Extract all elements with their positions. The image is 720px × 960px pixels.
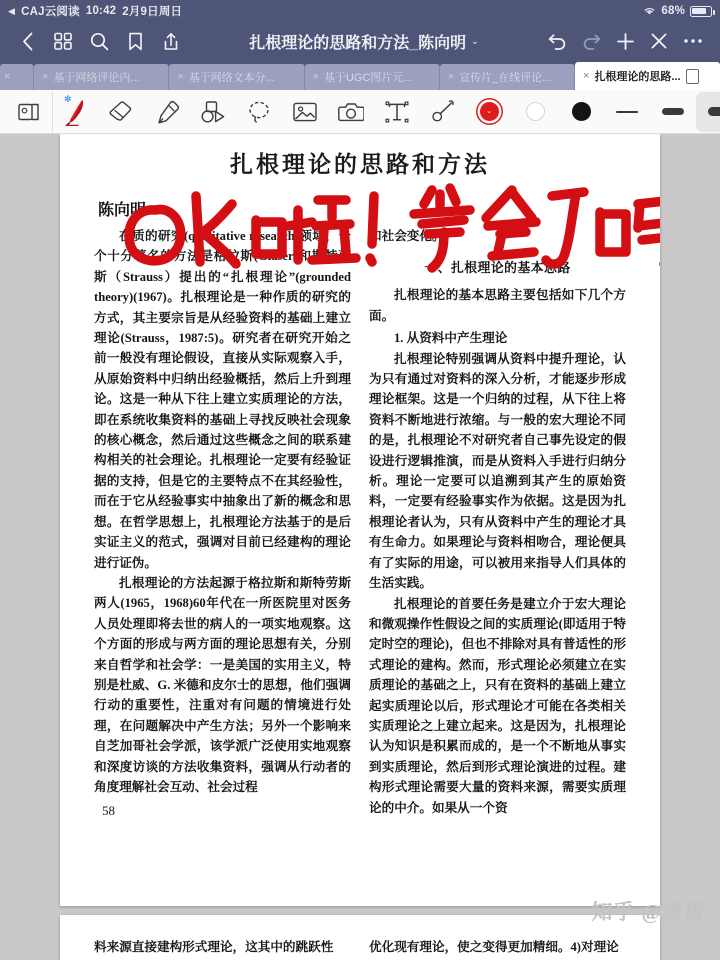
tab-label: 扎根理论的思路... <box>594 71 681 83</box>
next-page-right-text: 优化现有理论，使之变得更加精细。4)对理论 <box>369 940 619 954</box>
color-red-dot <box>480 102 499 121</box>
tab-active[interactable] <box>575 62 720 90</box>
tab-label: 宣传片_在线评论... <box>459 72 552 84</box>
page-number: 58 <box>102 803 115 819</box>
tab-close-icon[interactable]: × <box>447 71 455 83</box>
left-paragraph-1: 在质的研究(qualitative research)领域，一个十分著名的方法是格拉斯(Glaser)和斯特劳斯（Strauss）提出的“扎根理论”(grounded theory)(1967)。扎根理论是一种作质的研究的方式，其主要宗旨是从经验资料的基础上建立理论(Strauss，1987:5)。研究者在研究开始之前一般没有理论假设，直接从实际观察入手，从原始资料中归纳出经验概括，然后上升到理论。这是一种从下往上建立实质理论的方法，即在系统收集资料的基础上寻找反映社会现象的核心概念，然后通过这些概念之间的联系建构相关的社会理论。扎根理论一定要有经验证据的支持，但是它的主要特点不在其经验性，而在于它从经验事实中抽象出了新的概念和思想。在哲学思想上，扎根理论方法基于的是后实证主义的范式，强调对目前已经建构的理论进行证伪。 <box>94 229 351 570</box>
tab-3[interactable] <box>305 64 440 90</box>
redo-button[interactable] <box>574 24 608 58</box>
close-document-button[interactable] <box>642 24 676 58</box>
more-options-button[interactable] <box>676 24 710 58</box>
stroke-thick-bar <box>708 107 720 116</box>
color-caret-icon: ⌄ <box>486 108 492 115</box>
stroke-thin-bar <box>616 111 638 113</box>
next-page-left-text: 料来源直接建构形式理论，这其中的跳跃性 <box>94 940 334 954</box>
tab-close-icon[interactable]: × <box>42 71 49 83</box>
bookmark-button[interactable] <box>118 24 152 58</box>
chevron-down-icon: ⌄ <box>471 35 479 46</box>
tab-label: 基于网络评论内... <box>53 72 140 84</box>
eraser-icon[interactable] <box>98 92 144 132</box>
share-button[interactable] <box>154 24 188 58</box>
tab-close-icon[interactable]: × <box>312 71 319 83</box>
back-button[interactable] <box>10 24 44 58</box>
document-title-menu[interactable] <box>190 30 538 53</box>
two-column-body <box>94 226 626 819</box>
search-button[interactable] <box>82 24 116 58</box>
section-heading: 一、扎根理论的基本思路 <box>424 261 571 276</box>
text-box-icon[interactable] <box>374 92 420 132</box>
tab-1[interactable] <box>34 64 169 90</box>
stroke-medium-bar <box>662 108 684 115</box>
tab-0[interactable] <box>0 64 34 90</box>
battery-icon <box>690 6 712 17</box>
right-lead-text: 和社会变化。 <box>369 229 445 243</box>
tab-label: 基于网络文本分... <box>188 72 275 84</box>
right-paragraph-2: 扎根理论特别强调从资料中提升理论，认为只有通过对资料的深入分析，才能逐步形成理论框架。这是一个归纳的过程，从下往上将资料不断地进行浓缩。与一般的宏大理论不同的是，扎根理论不对研究者自己事先设定的假设进行逻辑推演，而是从资料入手进行归纳分析。理论一定要可以追溯到其产生的原始资料，一定要有经验事实作为依据。这是因为扎根理论者认为，只有从资料中产生的理论才具有生命力。如果理论与资料相吻合，理论便具有了实际的用途，可以被用来指导人们具体的生活实践。 <box>369 351 626 591</box>
watermark: 知乎 @唐唐 <box>591 900 706 924</box>
tab-close-icon[interactable]: × <box>177 71 184 83</box>
color-black-dot <box>572 102 591 121</box>
tab-2[interactable] <box>169 64 304 90</box>
right-subheading: 1. 从资料中产生理论 <box>394 331 508 346</box>
page-mode-icon[interactable] <box>6 92 52 132</box>
stroke-width-thin[interactable] <box>604 92 650 132</box>
tab-4[interactable] <box>440 64 575 90</box>
pen-icon[interactable] <box>52 92 98 132</box>
tab-label: 基于UGC图片元... <box>323 72 413 84</box>
right-column <box>369 226 626 819</box>
navigation-bar <box>0 22 720 60</box>
left-column <box>94 226 351 819</box>
status-bar-right <box>643 5 712 17</box>
document-page-59 <box>60 915 660 960</box>
shapes-icon[interactable] <box>190 92 236 132</box>
stroke-width-thick[interactable] <box>696 92 720 132</box>
color-swatch-black[interactable] <box>558 92 604 132</box>
thumbnails-button[interactable] <box>46 24 80 58</box>
next-page-left-column <box>94 937 351 957</box>
highlighter-icon[interactable] <box>144 92 190 132</box>
status-bar-left <box>8 3 182 19</box>
page-title: 扎根理论的思路和方法 <box>230 152 490 177</box>
annotation-toolbar <box>0 90 720 134</box>
right-paragraph-3: 扎根理论的首要任务是建立介于宏大理论和微观操作性假设之间的实质理论(即适用于特定时空的理论)，但也不排除对具有普适性的形式理论的建构。然而，形式理论必须建立在实质理论的基础之上，只有在资料的基础上建立起实质理论以后，形式理论才可能在各类相关实质理论之上建立起来。这是因为，扎根理论认为知识是积累而成的，是一个不断地从事实到实质理论，然后到形式理论演进的过程。建构形式理论需要大量的资料来源，需要实质理论的中介。如果从一个资 <box>369 596 626 815</box>
status-app-name: CAJ云阅读 <box>21 6 80 18</box>
signature-icon[interactable] <box>420 92 466 132</box>
color-swatch-white[interactable] <box>512 92 558 132</box>
color-swatch-red[interactable] <box>466 92 512 132</box>
lasso-icon[interactable] <box>236 92 282 132</box>
left-paragraph-2: 扎根理论的方法起源于格拉斯和斯特劳斯两人(1965，1968)60年代在一所医院里对医务人员处理即将去世的病人的一项实地观察。这个方面的形成与两方面的理论思想有关，分别来自哲学和社会学：一是美国的实用主义，特别是杜威、G. 米德和皮尔士的思想，他们强调行动的重要性，注重对有问题的情境进行处理，在问题解决中产生方法；另外一个影响来自芝加哥社会学派，该学派广泛使用实地观察和深度访谈的方法收集资料，强调从行动者的角度理解社会互动、社会过程 <box>94 575 351 794</box>
status-back-arrow-icon[interactable]: ◀ <box>8 5 16 16</box>
next-page-right-column <box>369 937 626 957</box>
navigation-bar-right <box>540 24 710 58</box>
document-viewer[interactable] <box>0 134 720 960</box>
status-date: 2月9日周日 <box>122 6 183 18</box>
stroke-width-medium[interactable] <box>650 92 696 132</box>
image-icon[interactable] <box>282 92 328 132</box>
color-white-dot <box>526 102 545 121</box>
tab-page-icon[interactable] <box>686 69 699 84</box>
status-bar <box>0 0 720 22</box>
wifi-icon <box>643 6 656 16</box>
undo-button[interactable] <box>540 24 574 58</box>
right-paragraph-1: 扎根理论的基本思路主要包括如下几个方面。 <box>369 288 626 323</box>
document-page-58 <box>60 134 660 906</box>
tab-close-icon[interactable]: × <box>4 71 11 83</box>
add-tab-button[interactable] <box>608 24 642 58</box>
author-name: 陈向明 <box>98 202 147 219</box>
tab-close-icon[interactable]: × <box>583 70 590 82</box>
tab-strip <box>0 60 720 90</box>
status-time: 10:42 <box>85 5 117 17</box>
document-title-label: 扎根理论的思路和方法_陈向明 <box>249 34 467 52</box>
camera-icon[interactable] <box>328 92 374 132</box>
battery-percent-label: 68% <box>661 5 685 17</box>
pen-bluetooth-badge: ✻ <box>64 93 72 104</box>
next-page-columns <box>94 937 626 957</box>
